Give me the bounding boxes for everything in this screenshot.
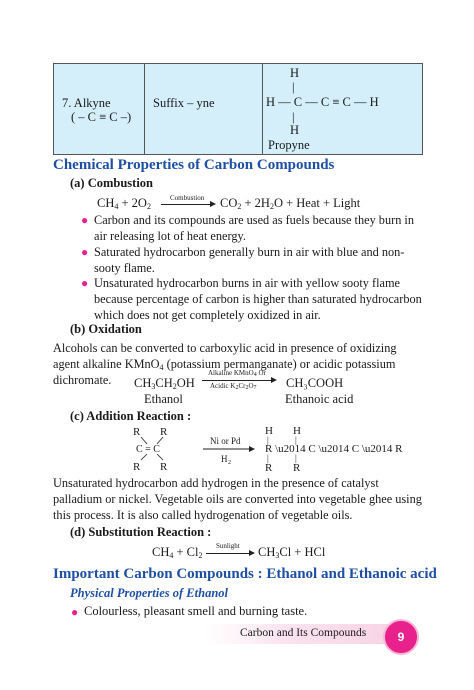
structure-top-h: H: [290, 66, 300, 80]
addition-paragraph: Unsaturated hydrocarbon add hydrogen in the presence of catalyst palladium or nickel. Vegetable oils are converted into vegetable ghee using this process. It is also called hydrogenation of vegetable oils.: [53, 476, 422, 522]
table-divider: [262, 64, 263, 154]
svg-text:R: R: [160, 461, 168, 473]
svg-text:R: R: [133, 461, 141, 473]
ethanol-label: Ethanol: [144, 392, 183, 406]
table-cell-suffix: Suffix – yne: [153, 96, 215, 110]
compound-name: Propyne: [268, 138, 310, 152]
substitution-reactants: $CH_4 + Cl_2$: [152, 545, 203, 560]
ethanoic-acid-formula: CH₃COOH: [286, 376, 344, 390]
structure-bond: |: [292, 80, 295, 94]
ethanol-formula: $CH_3CH_2OH$: [134, 376, 195, 391]
svg-text:H: H: [265, 425, 273, 437]
svg-text:|: |: [267, 453, 269, 463]
structure-main-chain: H — C — C ≡ C — H: [266, 95, 379, 109]
subheading-oxidation: (b) Oxidation: [70, 322, 142, 336]
subheading-combustion: (a) Combustion: [70, 176, 153, 190]
svg-text:H: H: [221, 454, 228, 464]
addition-reaction-diagram: [120, 424, 403, 480]
ethanoic-acid-label: Ethanoic acid: [285, 392, 354, 406]
table-divider: [144, 64, 145, 154]
combustion-arrow-label: Combustion: [170, 194, 205, 202]
combustion-products: $CO_2 + 2H_2O$ + Heat + Light: [220, 196, 361, 211]
svg-text:2: 2: [228, 460, 231, 466]
bullet-dot: ●: [81, 245, 89, 259]
catalyst-label: Ni or Pd: [210, 436, 241, 446]
bullet-dot: ●: [81, 213, 89, 227]
arrow-head: [249, 550, 255, 556]
svg-text:R: R: [160, 426, 168, 438]
arrow-head: [271, 377, 277, 383]
svg-text:H: H: [293, 425, 301, 437]
svg-text:R \u2014 C \u2014 C \u2014 R: R \u2014 C \u2014 C \u2014 R: [265, 443, 403, 455]
bullet-dot: ●: [81, 276, 89, 290]
table-cell-name: 7. Alkyne: [62, 96, 111, 110]
svg-text:|: |: [267, 435, 269, 445]
section-title-2: Important Carbon Compounds : Ethanol and Ethanoic acid: [53, 566, 437, 582]
table-cell-group: ( – C ≡ C –): [71, 110, 132, 124]
oxidation-arrow-top: Alkaline KMnO4 Or: [208, 369, 266, 378]
substitution-arrow-label: Sunlight: [216, 542, 240, 550]
footer-chapter: Carbon and Its Compounds: [240, 627, 367, 639]
combustion-bullet-1: Carbon and its compounds are used as fuels because they burn in air releasing lot of heat energy.: [94, 213, 414, 243]
arrow-head: [210, 201, 216, 207]
svg-text:R: R: [293, 462, 301, 474]
substitution-products: $CH_3Cl$ + HCl: [258, 545, 326, 560]
reaction-arrow: [202, 380, 272, 381]
svg-text:R: R: [133, 426, 141, 438]
reaction-arrow: [206, 553, 250, 554]
subsection-title: Physical Properties of Ethanol: [70, 586, 228, 600]
reaction-arrow: [161, 204, 211, 205]
combustion-reactants: $CH_4 + 2O_2$: [97, 196, 151, 211]
subheading-addition: (c) Addition Reaction :: [70, 409, 192, 423]
page-number: 9: [383, 619, 419, 655]
section-title: Chemical Properties of Carbon Compounds: [53, 157, 335, 173]
bullet-dot: ●: [71, 605, 79, 619]
oxidation-arrow-bottom: Acidic K2Cr2O7: [210, 382, 257, 391]
structure-bond: |: [292, 110, 295, 124]
combustion-bullet-2: Saturated hydrocarbon generally burn in air with blue and non-sooty flame.: [94, 245, 405, 275]
svg-text:C = C: C = C: [136, 444, 160, 455]
svg-text:|: |: [295, 435, 297, 445]
subheading-substitution: (d) Substitution Reaction :: [70, 525, 212, 539]
svg-text:|: |: [295, 453, 297, 463]
oxidation-paragraph: Alcohols can be converted to carboxylic acid in presence of oxidizing agent alkaline KMnO$_4$ (potassium permanganate) or acidic potassium dichromate.: [53, 341, 397, 387]
svg-text:R: R: [265, 462, 273, 474]
structure-bottom-h: H: [290, 123, 300, 137]
ethanol-property-bullet: Colourless, pleasant smell and burning taste.: [84, 604, 308, 618]
combustion-bullet-3: Unsaturated hydrocarbon burns in air with yellow sooty flame because percentage of carbon is higher than saturated hydrocarbon which does not get completely oxidized in air.: [94, 276, 422, 322]
